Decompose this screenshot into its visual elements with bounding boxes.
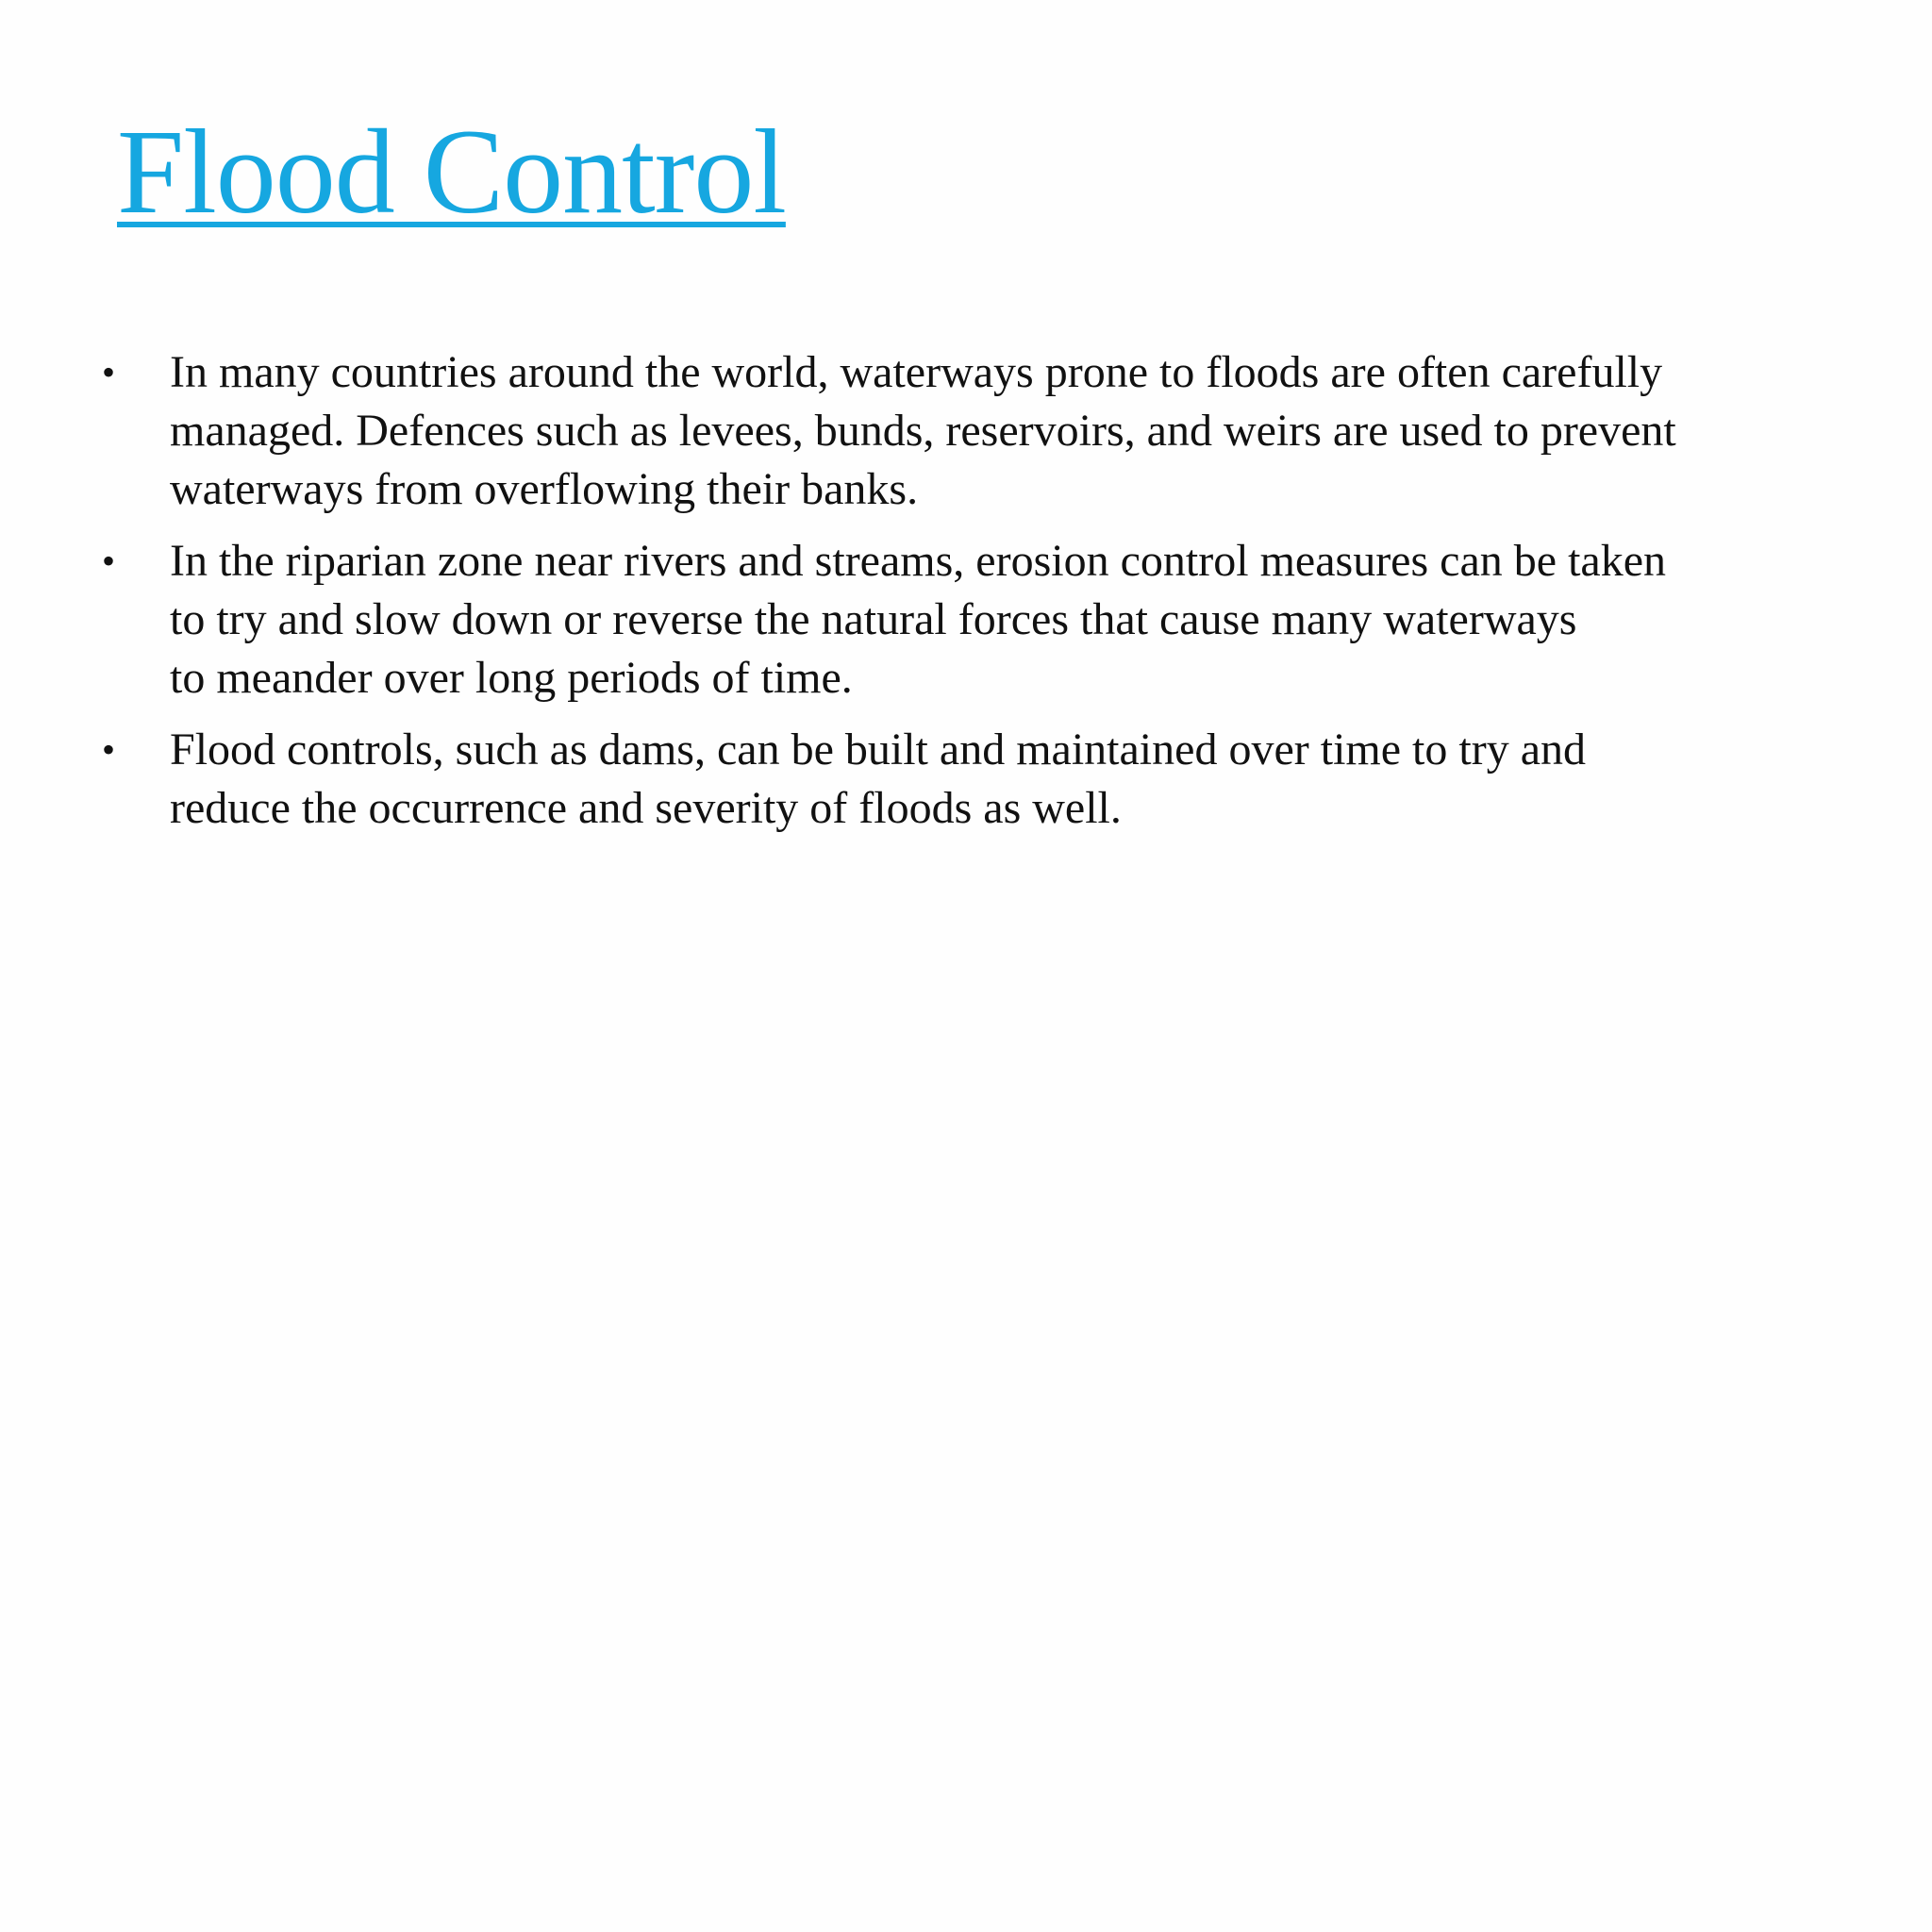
bullet-text-line: waterways from overflowing their banks.	[170, 464, 919, 514]
bullet-text-line: Flood controls, such as dams, can be built and maintained over time to try and	[170, 724, 1587, 774]
bullet-icon: •	[101, 351, 115, 393]
bullet-text-line: In many countries around the world, waterways prone to floods are often carefully	[170, 347, 1663, 397]
bullet-text-line: reduce the occurrence and severity of floods as well.	[170, 783, 1122, 833]
bullet-text-line: to meander over long periods of time.	[170, 653, 853, 703]
bullet-icon: •	[101, 728, 115, 771]
slide-title: Flood Control	[117, 105, 786, 239]
bullet-item	[94, 532, 1887, 708]
bullet-text-line: managed. Defences such as levees, bunds, reservoirs, and weirs are used to prevent	[170, 406, 1676, 456]
bullet-item	[94, 721, 1887, 838]
bullet-text-line: In the riparian zone near rivers and streams, erosion control measures can be taken	[170, 536, 1667, 586]
bullet-text-line: to try and slow down or reverse the natural forces that cause many waterways	[170, 594, 1577, 644]
bullet-list	[94, 343, 1887, 851]
bullet-item	[94, 343, 1887, 519]
bullet-icon: •	[101, 540, 115, 582]
